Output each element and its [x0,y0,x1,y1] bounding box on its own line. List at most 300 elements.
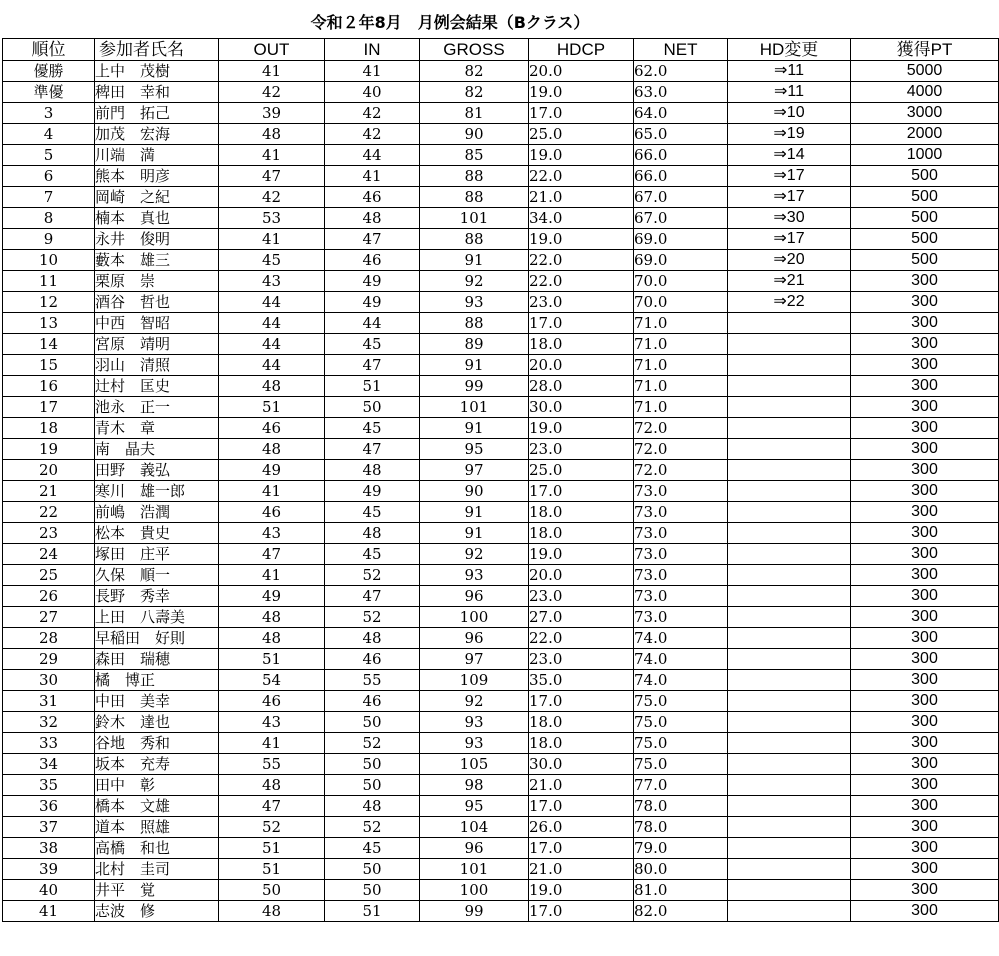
net-score-cell: 82.0 [634,901,728,922]
hd-change-cell [728,775,851,796]
net-score-cell: 78.0 [634,817,728,838]
in-score-cell: 47 [325,355,420,376]
out-score-cell: 48 [219,124,325,145]
hd-change-cell: ⇒22 [728,292,851,313]
points-cell: 300 [851,859,999,880]
hd-change-cell [728,796,851,817]
hd-change-cell [728,859,851,880]
in-score-cell: 46 [325,250,420,271]
gross-score-cell: 96 [420,628,529,649]
out-score-cell: 48 [219,901,325,922]
net-score-cell: 71.0 [634,376,728,397]
out-score-cell: 41 [219,145,325,166]
rank-cell: 22 [3,502,95,523]
hdcp-cell: 30.0 [529,754,634,775]
points-cell: 300 [851,460,999,481]
hdcp-cell: 17.0 [529,838,634,859]
points-cell: 300 [851,397,999,418]
gross-score-cell: 100 [420,880,529,901]
points-cell: 300 [851,292,999,313]
hd-change-cell: ⇒11 [728,82,851,103]
header-hd-change: HD変更 [728,39,851,61]
gross-score-cell: 104 [420,817,529,838]
table-row [3,817,999,838]
net-score-cell: 71.0 [634,397,728,418]
in-score-cell: 49 [325,292,420,313]
player-name-cell: 南 晶夫 [95,439,219,460]
player-name-cell: 上中 茂樹 [95,61,219,82]
out-score-cell: 46 [219,418,325,439]
gross-score-cell: 93 [420,565,529,586]
gross-score-cell: 101 [420,397,529,418]
hd-change-cell [728,481,851,502]
points-cell: 500 [851,187,999,208]
gross-score-cell: 90 [420,481,529,502]
table-row [3,502,999,523]
in-score-cell: 49 [325,481,420,502]
header-out: OUT [219,39,325,61]
table-row [3,754,999,775]
player-name-cell: 田野 義弘 [95,460,219,481]
table-row [3,166,999,187]
player-name-cell: 池永 正一 [95,397,219,418]
in-score-cell: 41 [325,166,420,187]
hdcp-cell: 18.0 [529,502,634,523]
table-row [3,775,999,796]
net-score-cell: 73.0 [634,607,728,628]
player-name-cell: 志波 修 [95,901,219,922]
gross-score-cell: 109 [420,670,529,691]
hdcp-cell: 19.0 [529,544,634,565]
rank-cell: 8 [3,208,95,229]
hdcp-cell: 17.0 [529,103,634,124]
in-score-cell: 52 [325,607,420,628]
in-score-cell: 50 [325,712,420,733]
header-name: 参加者氏名 [95,39,219,61]
rank-cell: 34 [3,754,95,775]
hdcp-cell: 22.0 [529,250,634,271]
points-cell: 5000 [851,61,999,82]
table-row [3,376,999,397]
gross-score-cell: 95 [420,439,529,460]
hdcp-cell: 20.0 [529,61,634,82]
in-score-cell: 48 [325,208,420,229]
in-score-cell: 42 [325,124,420,145]
out-score-cell: 47 [219,544,325,565]
hd-change-cell [728,670,851,691]
points-cell: 300 [851,712,999,733]
gross-score-cell: 101 [420,208,529,229]
page-title: 令和２年8月 月例会結果（Bクラス） [310,13,590,32]
rank-cell: 16 [3,376,95,397]
in-score-cell: 51 [325,376,420,397]
gross-score-cell: 88 [420,166,529,187]
hdcp-cell: 21.0 [529,187,634,208]
table-row [3,397,999,418]
hdcp-cell: 17.0 [529,796,634,817]
in-score-cell: 45 [325,418,420,439]
points-cell: 500 [851,229,999,250]
hdcp-cell: 28.0 [529,376,634,397]
player-name-cell: 辻村 匡史 [95,376,219,397]
points-cell: 300 [851,838,999,859]
in-score-cell: 41 [325,61,420,82]
header-hdcp: HDCP [529,39,634,61]
rank-cell: 39 [3,859,95,880]
hd-change-cell [728,691,851,712]
player-name-cell: 楠本 真也 [95,208,219,229]
points-cell: 3000 [851,103,999,124]
rank-cell: 35 [3,775,95,796]
in-score-cell: 50 [325,880,420,901]
gross-score-cell: 93 [420,292,529,313]
out-score-cell: 44 [219,313,325,334]
rank-cell: 36 [3,796,95,817]
net-score-cell: 74.0 [634,628,728,649]
hd-change-cell [728,544,851,565]
player-name-cell: 橘 博正 [95,670,219,691]
hdcp-cell: 23.0 [529,439,634,460]
table-row [3,712,999,733]
hdcp-cell: 35.0 [529,670,634,691]
gross-score-cell: 101 [420,859,529,880]
net-score-cell: 72.0 [634,439,728,460]
table-row [3,880,999,901]
hd-change-cell [728,355,851,376]
hdcp-cell: 18.0 [529,523,634,544]
points-cell: 300 [851,817,999,838]
out-score-cell: 51 [219,649,325,670]
net-score-cell: 69.0 [634,250,728,271]
hd-change-cell [728,733,851,754]
out-score-cell: 51 [219,859,325,880]
table-row [3,61,999,82]
rank-cell: 13 [3,313,95,334]
net-score-cell: 73.0 [634,544,728,565]
out-score-cell: 49 [219,586,325,607]
rank-cell: 3 [3,103,95,124]
gross-score-cell: 98 [420,775,529,796]
in-score-cell: 45 [325,838,420,859]
net-score-cell: 71.0 [634,313,728,334]
out-score-cell: 41 [219,61,325,82]
net-score-cell: 78.0 [634,796,728,817]
table-row [3,271,999,292]
hdcp-cell: 18.0 [529,712,634,733]
hdcp-cell: 18.0 [529,334,634,355]
table-row [3,859,999,880]
points-cell: 300 [851,376,999,397]
table-row [3,901,999,922]
net-score-cell: 70.0 [634,271,728,292]
out-score-cell: 41 [219,565,325,586]
hdcp-cell: 25.0 [529,124,634,145]
player-name-cell: 前門 拓己 [95,103,219,124]
header-net: NET [634,39,728,61]
in-score-cell: 50 [325,859,420,880]
table-row [3,628,999,649]
gross-score-cell: 85 [420,145,529,166]
net-score-cell: 63.0 [634,82,728,103]
out-score-cell: 51 [219,397,325,418]
in-score-cell: 48 [325,523,420,544]
hd-change-cell [728,460,851,481]
hd-change-cell: ⇒19 [728,124,851,145]
table-row [3,124,999,145]
table-row [3,565,999,586]
points-cell: 300 [851,607,999,628]
table-row [3,418,999,439]
player-name-cell: 宮原 靖明 [95,334,219,355]
out-score-cell: 46 [219,691,325,712]
net-score-cell: 70.0 [634,292,728,313]
player-name-cell: 酒谷 哲也 [95,292,219,313]
table-row [3,145,999,166]
rank-cell: 29 [3,649,95,670]
hdcp-cell: 20.0 [529,355,634,376]
rank-cell: 18 [3,418,95,439]
in-score-cell: 45 [325,544,420,565]
hdcp-cell: 26.0 [529,817,634,838]
hd-change-cell [728,523,851,544]
hdcp-cell: 27.0 [529,607,634,628]
hd-change-cell [728,607,851,628]
out-score-cell: 41 [219,733,325,754]
gross-score-cell: 97 [420,460,529,481]
net-score-cell: 67.0 [634,187,728,208]
points-cell: 300 [851,565,999,586]
points-cell: 300 [851,733,999,754]
out-score-cell: 44 [219,292,325,313]
points-cell: 300 [851,418,999,439]
hd-change-cell [728,838,851,859]
header-row [3,39,999,61]
player-name-cell: 松本 貴史 [95,523,219,544]
in-score-cell: 45 [325,334,420,355]
net-score-cell: 62.0 [634,61,728,82]
hd-change-cell [728,334,851,355]
rank-cell: 37 [3,817,95,838]
gross-score-cell: 89 [420,334,529,355]
hd-change-cell [728,313,851,334]
hd-change-cell: ⇒11 [728,61,851,82]
table-row [3,334,999,355]
in-score-cell: 48 [325,796,420,817]
rank-cell: 27 [3,607,95,628]
gross-score-cell: 93 [420,712,529,733]
player-name-cell: 田中 彰 [95,775,219,796]
player-name-cell: 青木 章 [95,418,219,439]
gross-score-cell: 91 [420,355,529,376]
hdcp-cell: 19.0 [529,418,634,439]
hd-change-cell [728,628,851,649]
hd-change-cell [728,649,851,670]
table-row [3,607,999,628]
hdcp-cell: 23.0 [529,586,634,607]
hdcp-cell: 17.0 [529,313,634,334]
player-name-cell: 稗田 幸和 [95,82,219,103]
gross-score-cell: 82 [420,61,529,82]
net-score-cell: 74.0 [634,670,728,691]
net-score-cell: 80.0 [634,859,728,880]
out-score-cell: 41 [219,481,325,502]
points-cell: 300 [851,586,999,607]
points-cell: 300 [851,502,999,523]
table-row [3,481,999,502]
rank-cell: 12 [3,292,95,313]
net-score-cell: 72.0 [634,418,728,439]
gross-score-cell: 99 [420,376,529,397]
out-score-cell: 49 [219,460,325,481]
rank-cell: 32 [3,712,95,733]
in-score-cell: 52 [325,565,420,586]
gross-score-cell: 93 [420,733,529,754]
hdcp-cell: 17.0 [529,481,634,502]
player-name-cell: 高橋 和也 [95,838,219,859]
hdcp-cell: 22.0 [529,271,634,292]
player-name-cell: 北村 圭司 [95,859,219,880]
gross-score-cell: 91 [420,250,529,271]
table-row [3,523,999,544]
table-row [3,586,999,607]
net-score-cell: 73.0 [634,523,728,544]
table-row [3,229,999,250]
hdcp-cell: 34.0 [529,208,634,229]
points-cell: 300 [851,775,999,796]
out-score-cell: 44 [219,355,325,376]
hd-change-cell [728,376,851,397]
in-score-cell: 55 [325,670,420,691]
rank-cell: 14 [3,334,95,355]
hd-change-cell [728,565,851,586]
in-score-cell: 44 [325,145,420,166]
hd-change-cell: ⇒30 [728,208,851,229]
out-score-cell: 47 [219,166,325,187]
rank-cell: 6 [3,166,95,187]
points-cell: 300 [851,439,999,460]
rank-cell: 26 [3,586,95,607]
net-score-cell: 71.0 [634,355,728,376]
hdcp-cell: 18.0 [529,733,634,754]
hd-change-cell [728,502,851,523]
in-score-cell: 50 [325,775,420,796]
out-score-cell: 41 [219,229,325,250]
player-name-cell: 鈴木 達也 [95,712,219,733]
net-score-cell: 65.0 [634,124,728,145]
out-score-cell: 43 [219,523,325,544]
net-score-cell: 73.0 [634,481,728,502]
header-gross: GROSS [420,39,529,61]
net-score-cell: 79.0 [634,838,728,859]
in-score-cell: 40 [325,82,420,103]
table-row [3,292,999,313]
table-row [3,691,999,712]
rank-cell: 11 [3,271,95,292]
rank-cell: 31 [3,691,95,712]
rank-cell: 9 [3,229,95,250]
net-score-cell: 66.0 [634,145,728,166]
gross-score-cell: 91 [420,418,529,439]
in-score-cell: 52 [325,817,420,838]
hd-change-cell: ⇒10 [728,103,851,124]
points-cell: 300 [851,481,999,502]
rank-cell: 30 [3,670,95,691]
hd-change-cell [728,901,851,922]
out-score-cell: 48 [219,439,325,460]
hdcp-cell: 23.0 [529,649,634,670]
hd-change-cell [728,880,851,901]
points-cell: 300 [851,313,999,334]
results-table [2,38,999,922]
table-row [3,103,999,124]
header-in: IN [325,39,420,61]
rank-cell: 20 [3,460,95,481]
in-score-cell: 48 [325,460,420,481]
in-score-cell: 52 [325,733,420,754]
hdcp-cell: 19.0 [529,229,634,250]
hd-change-cell: ⇒20 [728,250,851,271]
hdcp-cell: 20.0 [529,565,634,586]
rank-cell: 17 [3,397,95,418]
in-score-cell: 47 [325,439,420,460]
rank-cell: 24 [3,544,95,565]
hdcp-cell: 17.0 [529,691,634,712]
net-score-cell: 71.0 [634,334,728,355]
hdcp-cell: 19.0 [529,82,634,103]
player-name-cell: 橋本 文雄 [95,796,219,817]
gross-score-cell: 92 [420,271,529,292]
net-score-cell: 73.0 [634,586,728,607]
in-score-cell: 50 [325,397,420,418]
player-name-cell: 羽山 清照 [95,355,219,376]
gross-score-cell: 99 [420,901,529,922]
table-row [3,670,999,691]
out-score-cell: 55 [219,754,325,775]
points-cell: 500 [851,250,999,271]
player-name-cell: 加茂 宏海 [95,124,219,145]
points-cell: 300 [851,796,999,817]
in-score-cell: 47 [325,586,420,607]
table-row [3,544,999,565]
player-name-cell: 長野 秀幸 [95,586,219,607]
in-score-cell: 46 [325,187,420,208]
gross-score-cell: 96 [420,838,529,859]
player-name-cell: 前嶋 浩潤 [95,502,219,523]
gross-score-cell: 88 [420,229,529,250]
rank-cell: 7 [3,187,95,208]
net-score-cell: 67.0 [634,208,728,229]
hdcp-cell: 23.0 [529,292,634,313]
net-score-cell: 74.0 [634,649,728,670]
rank-cell: 40 [3,880,95,901]
out-score-cell: 48 [219,607,325,628]
hdcp-cell: 22.0 [529,628,634,649]
net-score-cell: 81.0 [634,880,728,901]
points-cell: 300 [851,355,999,376]
out-score-cell: 54 [219,670,325,691]
out-score-cell: 42 [219,187,325,208]
hd-change-cell: ⇒14 [728,145,851,166]
table-row [3,733,999,754]
table-row [3,250,999,271]
net-score-cell: 77.0 [634,775,728,796]
in-score-cell: 48 [325,628,420,649]
results-body [3,61,999,922]
hdcp-cell: 22.0 [529,166,634,187]
rank-cell: 25 [3,565,95,586]
hdcp-cell: 21.0 [529,775,634,796]
player-name-cell: 栗原 崇 [95,271,219,292]
